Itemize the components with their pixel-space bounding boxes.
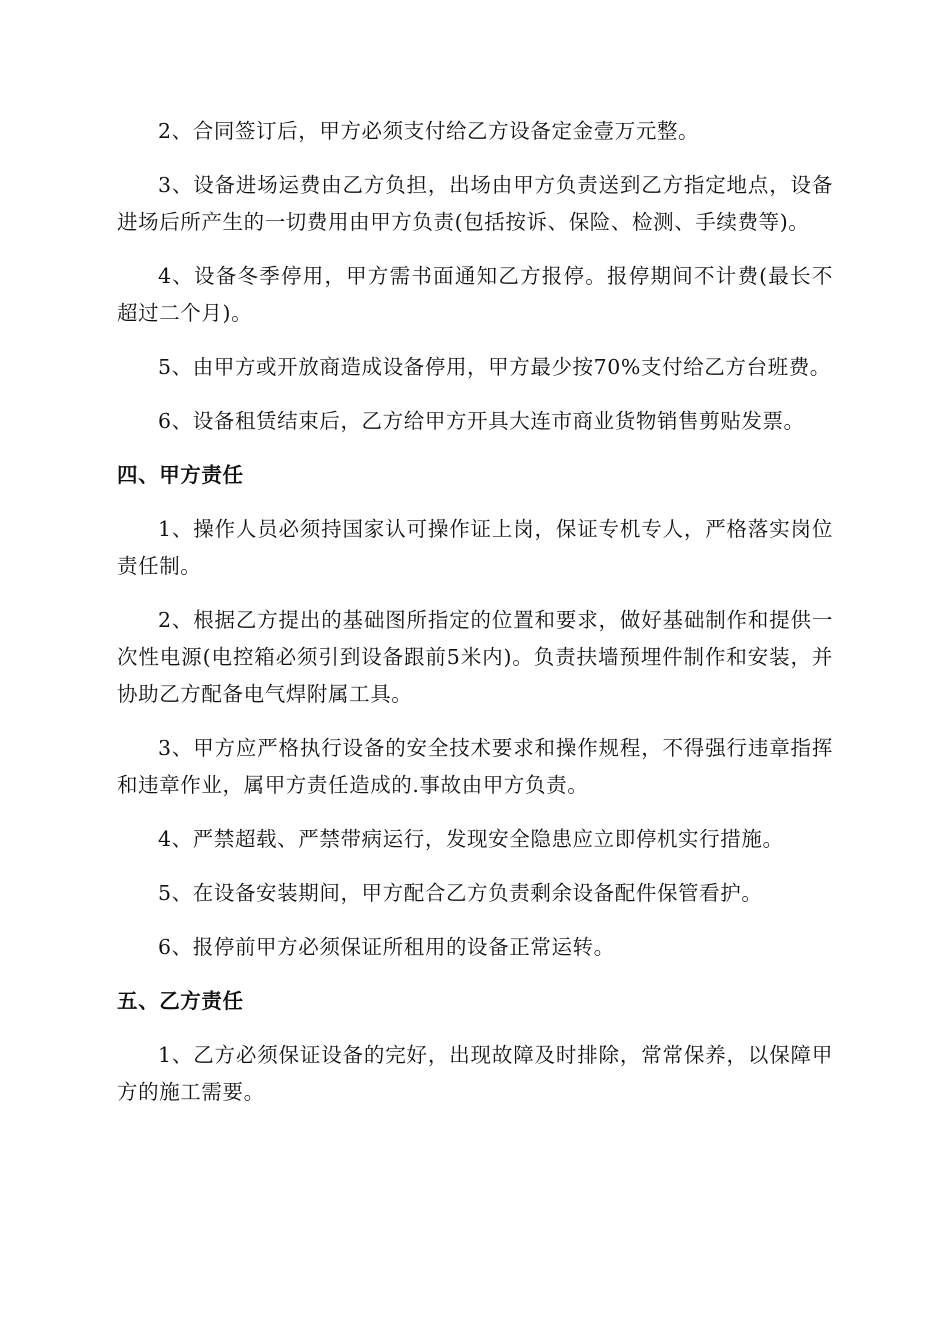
clause-3-4: 4、设备冬季停用，甲方需书面通知乙方报停。报停期间不计费(最长不超过二个月)。 [117, 264, 833, 325]
clause-4-2: 2、根据乙方提出的基础图所指定的位置和要求，做好基础制作和提供一次性电源(电控箱必须引到设备跟前5米内)。负责扶墙预埋件制作和安装，并协助乙方配备电气焊附属工具。 [117, 608, 833, 706]
clause-4-1: 1、操作人员必须持国家认可操作证上岗，保证专机专人，严格落实岗位责任制。 [117, 517, 833, 578]
clause-4-4: 4、严禁超载、严禁带病运行，发现安全隐患应立即停机实行措施。 [158, 827, 784, 851]
clause-3-2: 2、合同签订后，甲方必须支付给乙方设备定金壹万元整。 [158, 119, 700, 143]
clause-5-1: 1、乙方必须保证设备的完好，出现故障及时排除，常常保养，以保障甲方的施工需要。 [117, 1043, 833, 1104]
clause-4-5: 5、在设备安装期间，甲方配合乙方负责剩余设备配件保管看护。 [158, 881, 763, 905]
clause-3-3: 3、设备进场运费由乙方负担，出场由甲方负责送到乙方指定地点，设备进场后所产生的一切费用由甲方负责(包括按诉、保险、检测、手续费等)。 [117, 173, 833, 234]
clause-3-5: 5、由甲方或开放商造成设备停用，甲方最少按70%支付给乙方台班费。 [158, 355, 831, 379]
clause-4-3: 3、甲方应严格执行设备的安全技术要求和操作规程，不得强行违章指挥和违章作业，属甲方责任造成的.事故由甲方负责。 [117, 736, 833, 797]
section-heading-party-a-duties: 四、甲方责任 [117, 463, 244, 487]
document-body [117, 113, 833, 1128]
clause-3-6: 6、设备租赁结束后，乙方给甲方开具大连市商业货物销售剪贴发票。 [158, 409, 805, 433]
clause-4-6: 6、报停前甲方必须保证所租用的设备正常运转。 [158, 935, 615, 959]
section-heading-party-b-duties: 五、乙方责任 [117, 989, 244, 1013]
